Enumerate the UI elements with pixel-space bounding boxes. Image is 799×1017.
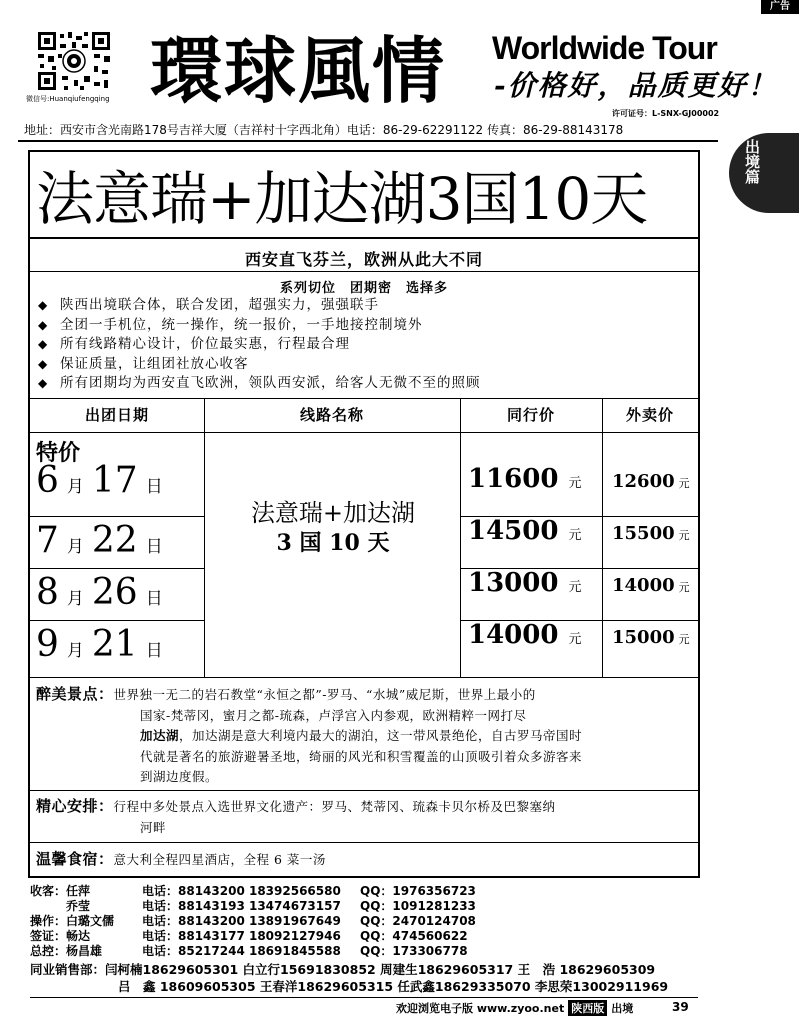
contact-phone: 电话：88143200 18392566580 bbox=[142, 884, 341, 898]
highlights-line: 到湖边度假。 bbox=[140, 769, 219, 784]
contact-role: 签证：畅达 bbox=[30, 929, 91, 943]
date-month: 7 bbox=[36, 520, 59, 561]
departure-date bbox=[36, 624, 171, 665]
footer-browse: 欢迎浏览电子版 www.zyoo.net bbox=[396, 1002, 565, 1015]
feature-text: 陕西出境联合体，联合发团，超强实力，强强联手 bbox=[60, 297, 379, 313]
arrangement-line: 河畔 bbox=[140, 819, 167, 835]
contact-phone: 电话：88143200 13891967649 bbox=[142, 914, 341, 928]
contact-role: 收客：任萍 bbox=[30, 884, 91, 898]
contact-role: 乔莹 bbox=[30, 899, 91, 913]
feature-item bbox=[38, 335, 481, 355]
day-unit: 日 bbox=[145, 537, 163, 557]
product-frame bbox=[28, 150, 700, 878]
arrangement-text: 行程中多处景点入选世界文化遗产：罗马、梵蒂冈、琉森卡贝尔桥及巴黎塞纳 bbox=[113, 799, 556, 814]
address-line: 地址：西安市含光南路178号吉祥大厦（吉祥村十字西北角）电话：86-29-62291122 传真：86-29-88143178 bbox=[24, 123, 624, 137]
route-name bbox=[206, 498, 460, 558]
qr-caption: 微信号:Huanqiufengqing bbox=[26, 95, 110, 103]
section-tab bbox=[729, 133, 799, 213]
month-unit: 月 bbox=[66, 477, 84, 497]
product-subtitle: 西安直飞芬兰，欧洲从此大不同 bbox=[244, 250, 483, 269]
price-value: 13000 bbox=[468, 568, 559, 598]
dining-label: 温馨食宿： bbox=[36, 850, 114, 868]
currency-unit: 元 bbox=[678, 633, 690, 646]
arrangement-line bbox=[36, 796, 556, 818]
retail-price bbox=[612, 523, 690, 544]
currency-unit: 元 bbox=[568, 632, 582, 647]
ad-tag: 广告 bbox=[761, 0, 799, 14]
dining-section bbox=[36, 849, 326, 871]
date-day: 17 bbox=[91, 460, 138, 501]
contact-qq: QQ：1976356723 bbox=[360, 884, 476, 898]
diamond-icon: ◆ bbox=[38, 317, 49, 332]
row-line bbox=[30, 568, 204, 569]
sales-line bbox=[30, 961, 668, 978]
edition-badge: 陕西版 bbox=[568, 1000, 607, 1016]
row-line bbox=[30, 620, 204, 621]
price-value: 14000 bbox=[612, 575, 675, 596]
brand-title-en: Worldwide Tour bbox=[492, 30, 717, 66]
diamond-icon: ◆ bbox=[38, 376, 49, 390]
feature-item bbox=[38, 296, 481, 316]
month-unit: 月 bbox=[66, 589, 84, 609]
diamond-icon: ◆ bbox=[38, 337, 49, 351]
sales-contacts: 闫柯楠18629605301 白立行15691830852 周建生18629605317 王 浩 18629605309 bbox=[105, 962, 656, 977]
divider bbox=[30, 237, 698, 239]
arrangement-section bbox=[36, 796, 556, 838]
sales-department bbox=[30, 961, 668, 995]
departure-date bbox=[36, 460, 171, 501]
price-value: 12600 bbox=[612, 471, 675, 492]
diamond-icon: ◆ bbox=[38, 356, 49, 371]
divider bbox=[30, 842, 698, 843]
highlights-line bbox=[36, 726, 582, 747]
feature-text: 所有线路精心设计，价位最实惠，行程最合理 bbox=[60, 336, 350, 352]
retail-price bbox=[612, 471, 690, 492]
price-value: 15500 bbox=[612, 523, 675, 544]
highlights-line bbox=[36, 684, 582, 706]
departure-date bbox=[36, 572, 171, 613]
date-month: 8 bbox=[36, 572, 59, 613]
currency-unit: 元 bbox=[568, 580, 582, 595]
day-unit: 日 bbox=[145, 589, 163, 609]
special-price-label: 特价 bbox=[36, 440, 81, 466]
departure-date bbox=[36, 520, 171, 561]
contact-qq: QQ：1091281233 bbox=[360, 899, 476, 913]
footer-divider bbox=[30, 997, 698, 998]
currency-unit: 元 bbox=[678, 581, 690, 594]
feature-item bbox=[38, 355, 481, 375]
sales-line: 吕 鑫 18609605305 王春洋18629605315 任武鑫18629335070 李思荣13002911969 bbox=[118, 979, 669, 994]
day-unit: 日 bbox=[145, 641, 163, 661]
feature-text: 全团一手机位，统一操作，统一报价，一手地接控制境外 bbox=[60, 316, 423, 333]
date-month: 9 bbox=[36, 624, 59, 665]
contact-qq: QQ：474560622 bbox=[360, 929, 468, 943]
contact-phone: 电话：88143177 18092127946 bbox=[142, 929, 341, 943]
col-header-date: 出团日期 bbox=[84, 406, 149, 424]
table-column-line bbox=[460, 398, 461, 678]
license-number: 许可证号：L-SNX-GJ00002 bbox=[612, 109, 720, 118]
price-value: 14500 bbox=[468, 516, 559, 546]
date-month: 6 bbox=[36, 460, 59, 501]
arrangement-label: 精心安排： bbox=[36, 797, 114, 815]
day-unit: 日 bbox=[145, 477, 163, 497]
col-header-retail-price: 外卖价 bbox=[625, 406, 674, 424]
page-number: 39 bbox=[672, 1000, 689, 1014]
trade-price bbox=[468, 516, 581, 546]
month-unit: 月 bbox=[66, 641, 84, 661]
feature-list bbox=[38, 296, 481, 394]
footer-section: 出境 bbox=[611, 1002, 634, 1015]
highlights-line: 代就是著名的旅游避暑圣地，绮丽的风光和积雪覆盖的山顶吸引着众多游客来 bbox=[140, 748, 583, 764]
footer bbox=[396, 1000, 633, 1016]
month-unit: 月 bbox=[66, 537, 84, 557]
brand-slogan: -价格好，品质更好！ bbox=[494, 69, 778, 102]
row-line bbox=[30, 516, 204, 517]
trade-price bbox=[468, 620, 581, 650]
price-table bbox=[30, 398, 698, 678]
currency-unit: 元 bbox=[568, 476, 582, 491]
sales-label: 同业销售部： bbox=[30, 962, 106, 977]
divider bbox=[30, 271, 698, 272]
header-divider bbox=[18, 140, 718, 142]
trade-price bbox=[468, 464, 581, 494]
highlights-label: 醉美景点： bbox=[36, 685, 114, 703]
section-tab-label: 出境篇 bbox=[743, 139, 761, 184]
feature-text: 保证质量，让组团社放心收客 bbox=[60, 355, 249, 372]
table-border bbox=[30, 677, 698, 678]
contact-qq: QQ：173306778 bbox=[360, 944, 468, 958]
lake-name: 加达湖 bbox=[140, 728, 180, 743]
col-header-route: 线路名称 bbox=[299, 406, 364, 424]
col-header-trade-price: 同行价 bbox=[506, 406, 555, 424]
price-value: 11600 bbox=[468, 464, 559, 494]
contact-role: 总控：杨昌雄 bbox=[30, 944, 103, 958]
product-title: 法意瑞+加达湖3国10天 bbox=[36, 165, 648, 233]
highlights-line: 国家-梵蒂冈，蜜月之都-琉森，卢浮宫入内参观，欧洲精粹一网打尽 bbox=[140, 707, 527, 723]
date-day: 26 bbox=[91, 572, 138, 613]
trade-price bbox=[468, 568, 581, 598]
dining-text: 意大利全程四星酒店，全程 6 菜一汤 bbox=[113, 852, 326, 867]
contact-qq: QQ：2470124708 bbox=[360, 914, 476, 928]
date-day: 21 bbox=[91, 624, 138, 665]
contact-phone: 电话：88143193 13474673157 bbox=[142, 899, 341, 913]
currency-unit: 元 bbox=[678, 477, 690, 490]
feature-item bbox=[38, 374, 481, 394]
feature-item bbox=[38, 316, 481, 336]
product-tagline: 系列切位 团期密 选择多 bbox=[279, 281, 448, 296]
contact-phone: 电话：85217244 18691845588 bbox=[142, 944, 341, 958]
route-name-line2: 3 国 10 天 bbox=[276, 530, 390, 556]
feature-text: 所有团期均为西安直飞欧洲，领队西安派，给客人无微不至的照顾 bbox=[60, 375, 481, 391]
route-name-line1: 法意瑞+加达湖 bbox=[250, 499, 416, 527]
contact-role: 操作：白璐文儒 bbox=[30, 914, 115, 928]
price-value: 14000 bbox=[468, 620, 559, 650]
diamond-icon: ◆ bbox=[38, 298, 49, 312]
highlights-text: 世界独一无二的岩石教堂“永恒之都”-罗马、“水城”威尼斯，世界上最小的 bbox=[113, 687, 536, 702]
price-value: 15000 bbox=[612, 627, 675, 648]
highlights-text: ，加达湖是意大利境内最大的湖泊，这一带风景绝伦，自古罗马帝国时 bbox=[179, 728, 583, 743]
highlights-section bbox=[36, 684, 582, 788]
divider bbox=[30, 790, 698, 791]
qr-code bbox=[34, 30, 114, 92]
brand-title-cn: 環球風情 bbox=[150, 29, 447, 113]
retail-price bbox=[612, 627, 690, 648]
retail-price bbox=[612, 575, 690, 596]
table-column-line bbox=[204, 398, 205, 678]
currency-unit: 元 bbox=[678, 529, 690, 542]
table-column-line bbox=[602, 398, 603, 678]
currency-unit: 元 bbox=[568, 528, 582, 543]
date-day: 22 bbox=[91, 520, 138, 561]
